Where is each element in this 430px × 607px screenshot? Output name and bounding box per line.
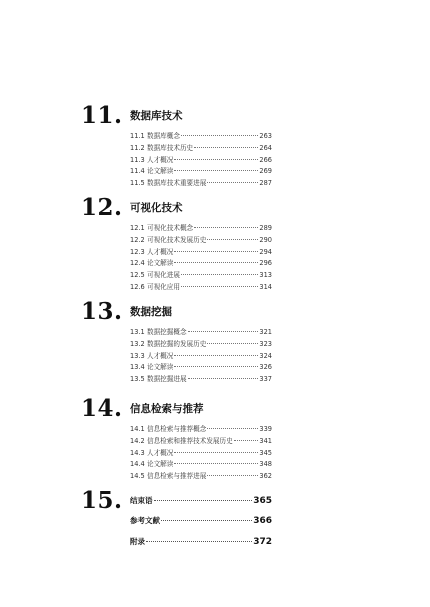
chapter-number: 12. [81,194,123,221]
entry-page: 362 [259,472,272,481]
entry-page: 313 [259,271,272,280]
entry-number: 12.1 [130,224,145,232]
entry-title: 人才概况 [147,351,174,360]
entry-page: 339 [259,425,272,433]
entry-page: 372 [253,537,272,547]
toc-entry[interactable] [130,362,272,374]
chapter-title: 数据库技术 [130,110,183,122]
entry-page: 287 [259,179,272,188]
entry-page: 321 [259,328,272,336]
chapter-number: 11. [81,102,123,129]
dot-leader [174,354,258,356]
toc-entry[interactable] [130,282,272,294]
toc-entry[interactable] [130,166,272,178]
toc-entry[interactable] [130,424,272,436]
entry-number: 14.3 [130,448,145,457]
toc-entry[interactable] [130,270,272,282]
toc-entry[interactable] [130,351,272,363]
entry-title: 数据库技术历史 [147,143,194,152]
dot-leader [181,134,258,136]
dot-leader [207,427,258,429]
entry-number: 11.3 [130,155,145,164]
entry-title: 人才概况 [147,247,174,256]
entry-title: 结束语 [130,496,153,505]
dot-leader [194,226,258,228]
entry-number: 12.3 [130,247,145,256]
chapter-number: 14. [81,395,123,422]
dot-leader [207,181,258,183]
entry-title: 论文解读 [147,363,174,372]
entry-number: 12.6 [130,282,145,291]
entry-number: 11.4 [130,167,145,176]
entry-title: 人才概况 [147,448,174,457]
entry-page: 345 [259,448,272,457]
entry-number: 12.2 [130,235,145,244]
toc-entry[interactable] [130,471,272,483]
entry-title: 论文解读 [147,167,174,176]
entry-number: 11.5 [130,179,145,188]
chapter-entries [130,223,272,294]
entry-title: 可视化技术概念 [147,224,194,232]
toc-entry[interactable] [130,223,272,235]
toc-entry[interactable] [130,327,272,339]
entry-number: 13.5 [130,375,145,384]
toc-entry[interactable] [130,374,272,386]
entry-title: 数据挖掘进展 [147,375,187,384]
entry-page: 296 [259,259,272,268]
dot-leader [174,261,258,263]
entry-title: 论文解读 [147,259,174,268]
entry-title: 信息检索与推荐概念 [147,425,207,433]
toc-entry[interactable] [130,178,272,190]
toc-entry[interactable] [130,131,272,143]
dot-leader [146,540,252,542]
entry-page: 341 [259,436,272,445]
entry-title: 数据挖掘的发展历史 [147,339,207,348]
entry-number: 11.2 [130,143,145,152]
entry-page: 348 [259,460,272,469]
entry-title: 人才概况 [147,155,174,164]
entry-title: 数据库概念 [147,132,180,140]
entry-title: 参考文献 [130,516,160,525]
dot-leader [188,330,259,332]
entry-page: 289 [259,224,272,232]
toc-entry[interactable] [130,143,272,155]
dot-leader [188,377,259,379]
entry-number: 14.4 [130,460,145,469]
toc-entry[interactable] [130,339,272,351]
entry-number: 13.3 [130,351,145,360]
toc-entry[interactable] [130,448,272,460]
chapter-title: 数据挖掘 [130,306,172,318]
toc-entry[interactable] [130,258,272,270]
entry-number: 13.4 [130,363,145,372]
entry-number: 13.2 [130,339,145,348]
entry-number: 14.2 [130,436,145,445]
entry-page: 269 [259,167,272,176]
dot-leader [174,169,258,171]
entry-page: 314 [259,282,272,291]
entry-number: 14.1 [130,425,145,433]
entry-title: 可视化技术发展历史 [147,235,207,244]
toc-entry[interactable] [130,155,272,167]
entry-title: 数据库技术重要进展 [147,179,207,188]
toc-entry-conclusion[interactable] [130,495,272,507]
entry-title: 可视化进展 [147,271,180,280]
dot-leader [154,499,253,501]
entry-number: 12.4 [130,259,145,268]
entry-title: 可视化应用 [147,282,180,291]
dot-leader [207,238,258,240]
chapter-title: 可视化技术 [130,202,183,214]
entry-page: 290 [259,235,272,244]
entry-number: 14.5 [130,472,145,481]
chapter-title: 信息检索与推荐 [130,403,204,415]
chapter-entries [130,424,272,483]
dot-leader [174,250,258,252]
chapter-entries [130,131,272,190]
entry-page: 337 [259,375,272,384]
toc-entry-appendix[interactable] [130,536,272,548]
dot-leader [174,462,258,464]
entry-number: 13.1 [130,328,145,336]
entry-number: 12.5 [130,271,145,280]
toc-entry[interactable] [130,235,272,247]
dot-leader [207,474,258,476]
entry-page: 323 [259,339,272,348]
dot-leader [181,273,258,275]
entry-title: 论文解读 [147,460,174,469]
dot-leader [174,158,258,160]
dot-leader [181,285,258,287]
entry-page: 366 [253,516,272,526]
dot-leader [161,519,252,521]
chapter-number: 15. [81,487,123,514]
entry-page: 326 [259,363,272,372]
dot-leader [194,146,258,148]
toc-entry[interactable] [130,436,272,448]
entry-title: 信息检索和推荐技术发展历史 [147,436,233,445]
dot-leader [234,439,259,441]
entry-title: 数据挖掘概念 [147,328,187,336]
entry-page: 263 [259,132,272,140]
entry-page: 266 [259,155,272,164]
toc-entry[interactable] [130,459,272,471]
dot-leader [174,365,258,367]
entry-number: 11.1 [130,132,145,140]
toc-entry-references[interactable] [130,515,272,527]
entry-page: 365 [253,496,272,506]
dot-leader [207,342,258,344]
entry-title: 信息检索与推荐进展 [147,472,207,481]
chapter-entries [130,327,272,386]
entry-page: 294 [259,247,272,256]
entry-page: 264 [259,143,272,152]
toc-entry[interactable] [130,247,272,259]
entry-title: 附录 [130,537,145,546]
entry-page: 324 [259,351,272,360]
chapter-number: 13. [81,298,123,325]
dot-leader [174,451,258,453]
